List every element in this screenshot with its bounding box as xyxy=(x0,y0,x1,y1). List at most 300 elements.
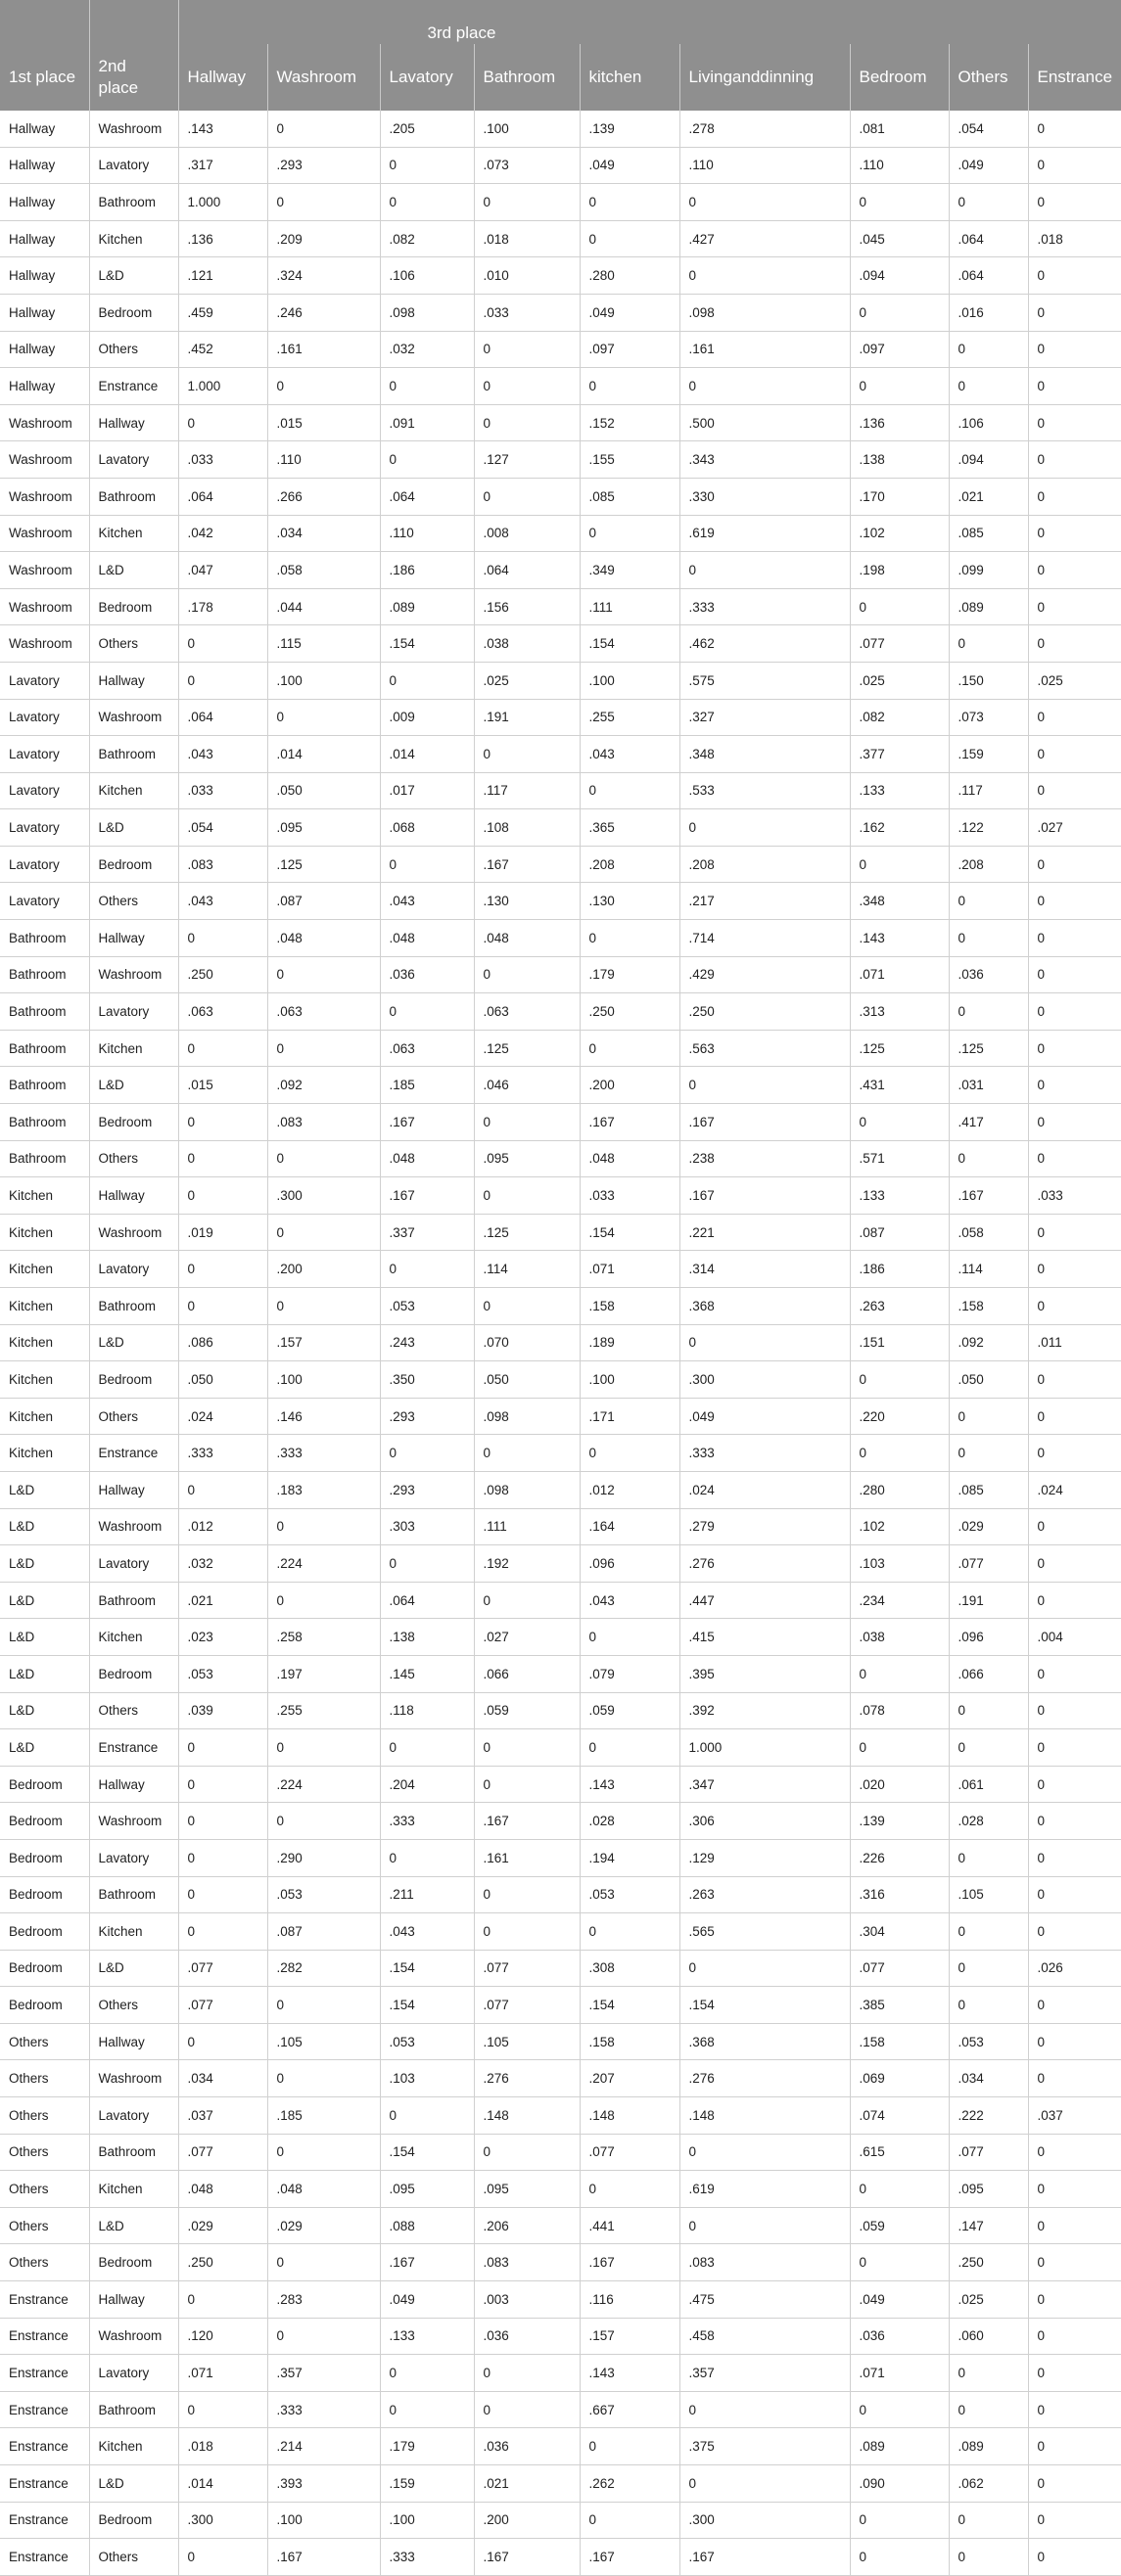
probability-cell: 0 xyxy=(679,2207,850,2244)
probability-cell: 0 xyxy=(1028,1398,1121,1435)
probability-cell: 0 xyxy=(380,1435,474,1472)
table-row xyxy=(0,184,1121,221)
probability-cell: .130 xyxy=(580,883,679,920)
probability-cell: .058 xyxy=(949,1214,1028,1251)
probability-cell: 0 xyxy=(580,1030,679,1067)
probability-cell: .452 xyxy=(178,331,267,368)
second-place-cell: Hallway xyxy=(89,662,178,699)
probability-cell: .053 xyxy=(380,1288,474,1325)
table-row xyxy=(0,257,1121,295)
col-header: Bedroom xyxy=(850,44,949,112)
probability-cell: .053 xyxy=(580,1876,679,1913)
probability-cell: .500 xyxy=(679,404,850,441)
probability-cell: .077 xyxy=(178,1950,267,1987)
probability-cell: 0 xyxy=(850,1104,949,1141)
first-place-cell: Others xyxy=(0,2207,89,2244)
probability-cell: 0 xyxy=(1028,1140,1121,1177)
probability-cell: .034 xyxy=(178,2060,267,2097)
probability-cell: .049 xyxy=(580,294,679,331)
probability-cell: 0 xyxy=(380,2355,474,2392)
probability-cell: .250 xyxy=(949,2244,1028,2281)
probability-cell: 0 xyxy=(474,1435,580,1472)
probability-cell: .217 xyxy=(679,883,850,920)
probability-cell: .293 xyxy=(267,147,380,184)
probability-cell: .110 xyxy=(267,441,380,479)
second-place-cell: Others xyxy=(89,1140,178,1177)
probability-cell: 0 xyxy=(679,552,850,589)
probability-cell: .209 xyxy=(267,220,380,257)
probability-cell: 0 xyxy=(1028,1692,1121,1729)
probability-cell: .077 xyxy=(580,2134,679,2171)
probability-cell: 0 xyxy=(178,2281,267,2319)
probability-cell: .317 xyxy=(178,147,267,184)
probability-cell: .347 xyxy=(679,1766,850,1803)
probability-cell: .086 xyxy=(178,1324,267,1361)
table-row xyxy=(0,1803,1121,1840)
probability-cell: 0 xyxy=(580,2428,679,2465)
second-place-cell: Lavatory xyxy=(89,993,178,1031)
probability-cell: 0 xyxy=(850,2502,949,2539)
probability-cell: 0 xyxy=(1028,1288,1121,1325)
second-place-cell: Bedroom xyxy=(89,588,178,625)
probability-cell: .034 xyxy=(949,2060,1028,2097)
probability-cell: .083 xyxy=(679,2244,850,2281)
probability-cell: .156 xyxy=(474,588,580,625)
probability-cell: .429 xyxy=(679,956,850,993)
probability-cell: 0 xyxy=(380,441,474,479)
probability-cell: 0 xyxy=(679,1067,850,1104)
second-place-cell: Bathroom xyxy=(89,736,178,773)
probability-cell: 0 xyxy=(178,1803,267,1840)
probability-cell: .333 xyxy=(679,588,850,625)
probability-cell: .167 xyxy=(580,1104,679,1141)
table-row xyxy=(0,1214,1121,1251)
second-place-cell: Bedroom xyxy=(89,294,178,331)
probability-cell: .447 xyxy=(679,1582,850,1619)
probability-cell: .133 xyxy=(380,2318,474,2355)
probability-cell: 0 xyxy=(1028,2428,1121,2465)
probability-cell: .106 xyxy=(949,404,1028,441)
second-place-cell: Washroom xyxy=(89,699,178,736)
probability-cell: 0 xyxy=(1028,331,1121,368)
probability-cell: .048 xyxy=(580,1140,679,1177)
second-place-cell: Kitchen xyxy=(89,772,178,809)
probability-cell: .033 xyxy=(178,441,267,479)
probability-cell: .048 xyxy=(178,2171,267,2208)
second-place-cell: Washroom xyxy=(89,2318,178,2355)
table-row xyxy=(0,1398,1121,1435)
probability-cell: 0 xyxy=(580,2171,679,2208)
probability-cell: .330 xyxy=(679,478,850,515)
table-row xyxy=(0,1251,1121,1288)
probability-cell: .155 xyxy=(580,441,679,479)
probability-cell: .357 xyxy=(267,2355,380,2392)
probability-cell: .148 xyxy=(580,2097,679,2135)
probability-cell: .103 xyxy=(380,2060,474,2097)
first-place-cell: Bedroom xyxy=(0,1987,89,2024)
probability-cell: .179 xyxy=(580,956,679,993)
first-place-cell: Others xyxy=(0,2244,89,2281)
table-row xyxy=(0,1950,1121,1987)
probability-cell: .098 xyxy=(679,294,850,331)
probability-cell: .143 xyxy=(580,2355,679,2392)
probability-cell: .136 xyxy=(850,404,949,441)
probability-cell: 0 xyxy=(1028,1987,1121,2024)
probability-cell: 0 xyxy=(850,2539,949,2576)
probability-cell: 0 xyxy=(1028,1030,1121,1067)
second-place-cell: Others xyxy=(89,1987,178,2024)
probability-cell: .020 xyxy=(850,1766,949,1803)
probability-cell: .167 xyxy=(267,2539,380,2576)
probability-cell: .571 xyxy=(850,1140,949,1177)
probability-cell: .117 xyxy=(949,772,1028,809)
probability-cell: 0 xyxy=(1028,2244,1121,2281)
second-place-cell: Bathroom xyxy=(89,1288,178,1325)
probability-cell: 0 xyxy=(949,331,1028,368)
probability-cell: .226 xyxy=(850,1839,949,1876)
header-spacer xyxy=(89,0,178,44)
probability-cell: 0 xyxy=(580,220,679,257)
first-place-cell: Bathroom xyxy=(0,1140,89,1177)
table-row xyxy=(0,1839,1121,1876)
second-place-cell: Bathroom xyxy=(89,1582,178,1619)
probability-cell: .105 xyxy=(474,2023,580,2060)
probability-cell: .150 xyxy=(949,662,1028,699)
probability-cell: 1.000 xyxy=(679,1729,850,1767)
probability-cell: .148 xyxy=(474,2097,580,2135)
probability-cell: .053 xyxy=(178,1655,267,1692)
probability-cell: .039 xyxy=(178,1692,267,1729)
probability-cell: .167 xyxy=(580,2539,679,2576)
first-place-cell: Hallway xyxy=(0,294,89,331)
probability-cell: 0 xyxy=(474,368,580,405)
probability-cell: .327 xyxy=(679,699,850,736)
probability-cell: 0 xyxy=(1028,1435,1121,1472)
probability-cell: 0 xyxy=(949,1839,1028,1876)
first-place-cell: Lavatory xyxy=(0,809,89,847)
probability-cell: .194 xyxy=(580,1839,679,1876)
probability-cell: .011 xyxy=(1028,1324,1121,1361)
probability-cell: .178 xyxy=(178,588,267,625)
probability-cell: .314 xyxy=(679,1251,850,1288)
probability-cell: .276 xyxy=(679,1545,850,1583)
probability-cell: .081 xyxy=(850,111,949,147)
probability-cell: .064 xyxy=(178,699,267,736)
probability-cell: .159 xyxy=(949,736,1028,773)
probability-cell: .089 xyxy=(949,588,1028,625)
probability-cell: .016 xyxy=(949,294,1028,331)
probability-cell: .023 xyxy=(178,1619,267,1656)
table-row xyxy=(0,2465,1121,2503)
probability-cell: 0 xyxy=(380,1545,474,1583)
probability-cell: .214 xyxy=(267,2428,380,2465)
probability-cell: .565 xyxy=(679,1913,850,1951)
probability-cell: .033 xyxy=(474,294,580,331)
probability-cell: 0 xyxy=(949,1398,1028,1435)
probability-cell: 0 xyxy=(1028,1766,1121,1803)
table-row xyxy=(0,1987,1121,2024)
probability-cell: .082 xyxy=(850,699,949,736)
probability-cell: 1.000 xyxy=(178,184,267,221)
probability-cell: .130 xyxy=(474,883,580,920)
probability-cell: 0 xyxy=(1028,2465,1121,2503)
probability-cell: .095 xyxy=(267,809,380,847)
probability-cell: .070 xyxy=(474,1324,580,1361)
probability-cell: 0 xyxy=(850,846,949,883)
table-row xyxy=(0,1692,1121,1729)
probability-cell: .186 xyxy=(380,552,474,589)
probability-cell: .087 xyxy=(267,883,380,920)
probability-cell: .033 xyxy=(1028,1177,1121,1215)
table-row xyxy=(0,846,1121,883)
probability-cell: 0 xyxy=(474,1288,580,1325)
probability-cell: 0 xyxy=(178,920,267,957)
probability-cell: .282 xyxy=(267,1950,380,1987)
table-row xyxy=(0,662,1121,699)
probability-cell: 0 xyxy=(474,2134,580,2171)
probability-cell: 0 xyxy=(949,2355,1028,2392)
probability-cell: .377 xyxy=(850,736,949,773)
probability-cell: 0 xyxy=(1028,1545,1121,1583)
first-place-cell: L&D xyxy=(0,1729,89,1767)
probability-cell: .071 xyxy=(580,1251,679,1288)
second-place-cell: Bathroom xyxy=(89,184,178,221)
probability-cell: 0 xyxy=(178,1729,267,1767)
first-place-cell: Kitchen xyxy=(0,1361,89,1399)
probability-cell: 0 xyxy=(850,184,949,221)
probability-cell: .127 xyxy=(474,441,580,479)
second-place-cell: L&D xyxy=(89,552,178,589)
first-place-cell: Lavatory xyxy=(0,846,89,883)
probability-cell: 0 xyxy=(380,184,474,221)
probability-cell: .221 xyxy=(679,1214,850,1251)
probability-cell: .068 xyxy=(380,809,474,847)
probability-cell: .029 xyxy=(949,1508,1028,1545)
probability-cell: .167 xyxy=(380,2244,474,2281)
probability-cell: .167 xyxy=(380,1177,474,1215)
probability-cell: .048 xyxy=(380,920,474,957)
probability-cell: 0 xyxy=(1028,2207,1121,2244)
probability-cell: 0 xyxy=(474,478,580,515)
probability-cell: .014 xyxy=(267,736,380,773)
probability-cell: 0 xyxy=(949,1987,1028,2024)
probability-cell: .049 xyxy=(580,147,679,184)
probability-cell: 0 xyxy=(850,1361,949,1399)
first-place-cell: Kitchen xyxy=(0,1398,89,1435)
table-row xyxy=(0,2318,1121,2355)
probability-cell: .100 xyxy=(474,111,580,147)
probability-cell: .157 xyxy=(267,1324,380,1361)
probability-cell: .250 xyxy=(178,956,267,993)
probability-cell: .152 xyxy=(580,404,679,441)
probability-cell: .417 xyxy=(949,1104,1028,1141)
probability-cell: .192 xyxy=(474,1545,580,1583)
table-row xyxy=(0,1471,1121,1508)
probability-cell: .139 xyxy=(580,111,679,147)
probability-cell: .049 xyxy=(679,1398,850,1435)
probability-cell: 0 xyxy=(949,920,1028,957)
second-place-cell: Kitchen xyxy=(89,1030,178,1067)
probability-cell: 0 xyxy=(850,2244,949,2281)
second-place-cell: Lavatory xyxy=(89,2355,178,2392)
probability-cell: .157 xyxy=(580,2318,679,2355)
probability-cell: .110 xyxy=(380,515,474,552)
probability-cell: .293 xyxy=(380,1471,474,1508)
probability-cell: .348 xyxy=(679,736,850,773)
probability-cell: .053 xyxy=(267,1876,380,1913)
table-row xyxy=(0,1140,1121,1177)
second-place-header: 2nd place xyxy=(89,44,178,112)
probability-cell: 0 xyxy=(267,956,380,993)
probability-cell: 0 xyxy=(1028,772,1121,809)
probability-cell: .333 xyxy=(380,2539,474,2576)
probability-cell: .079 xyxy=(580,1655,679,1692)
probability-cell: .167 xyxy=(679,1177,850,1215)
probability-cell: .060 xyxy=(949,2318,1028,2355)
probability-cell: 0 xyxy=(1028,1582,1121,1619)
probability-cell: .043 xyxy=(380,883,474,920)
table-row xyxy=(0,368,1121,405)
table-row xyxy=(0,588,1121,625)
table-row xyxy=(0,2097,1121,2135)
probability-cell: 0 xyxy=(1028,257,1121,295)
probability-cell: .308 xyxy=(580,1950,679,1987)
first-place-cell: Kitchen xyxy=(0,1251,89,1288)
probability-cell: .085 xyxy=(949,515,1028,552)
probability-cell: .077 xyxy=(850,625,949,663)
probability-cell: .280 xyxy=(850,1471,949,1508)
probability-cell: .238 xyxy=(679,1140,850,1177)
table-row xyxy=(0,1177,1121,1215)
probability-cell: 0 xyxy=(850,294,949,331)
probability-cell: .061 xyxy=(949,1766,1028,1803)
table-row xyxy=(0,2391,1121,2428)
probability-cell: 0 xyxy=(949,2539,1028,2576)
first-place-cell: Enstrance xyxy=(0,2355,89,2392)
table-row xyxy=(0,2428,1121,2465)
first-place-cell: L&D xyxy=(0,1619,89,1656)
probability-cell: .208 xyxy=(949,846,1028,883)
probability-cell: .048 xyxy=(380,1140,474,1177)
probability-cell: .064 xyxy=(474,552,580,589)
probability-cell: 0 xyxy=(949,368,1028,405)
probability-cell: .368 xyxy=(679,2023,850,2060)
probability-cell: .014 xyxy=(380,736,474,773)
probability-cell: .262 xyxy=(580,2465,679,2503)
probability-cell: .043 xyxy=(380,1913,474,1951)
probability-cell: 0 xyxy=(1028,2171,1121,2208)
probability-cell: 0 xyxy=(1028,993,1121,1031)
probability-cell: 0 xyxy=(267,2060,380,2097)
probability-cell: .098 xyxy=(474,1398,580,1435)
table-row xyxy=(0,809,1121,847)
probability-cell: .222 xyxy=(949,2097,1028,2135)
probability-cell: .096 xyxy=(580,1545,679,1583)
probability-cell: .033 xyxy=(580,1177,679,1215)
probability-cell: .064 xyxy=(380,478,474,515)
probability-cell: .097 xyxy=(850,331,949,368)
second-place-cell: Enstrance xyxy=(89,1729,178,1767)
probability-cell: .220 xyxy=(850,1398,949,1435)
probability-cell: .615 xyxy=(850,2134,949,2171)
probability-cell: 0 xyxy=(1028,1803,1121,1840)
probability-cell: .164 xyxy=(580,1508,679,1545)
probability-cell: .186 xyxy=(850,1251,949,1288)
probability-cell: .575 xyxy=(679,662,850,699)
probability-cell: 0 xyxy=(949,1435,1028,1472)
probability-cell: .145 xyxy=(380,1655,474,1692)
table-row xyxy=(0,111,1121,147)
first-place-cell: Bathroom xyxy=(0,1030,89,1067)
probability-cell: .154 xyxy=(580,1987,679,2024)
probability-cell: .619 xyxy=(679,515,850,552)
table-row xyxy=(0,147,1121,184)
probability-cell: 0 xyxy=(949,1729,1028,1767)
second-place-cell: Enstrance xyxy=(89,368,178,405)
probability-cell: 0 xyxy=(949,1913,1028,1951)
second-place-cell: Lavatory xyxy=(89,1545,178,1583)
probability-cell: 0 xyxy=(850,1729,949,1767)
first-place-cell: Bedroom xyxy=(0,1913,89,1951)
probability-cell: .138 xyxy=(850,441,949,479)
probability-cell: 0 xyxy=(1028,920,1121,957)
first-place-cell: Others xyxy=(0,2023,89,2060)
second-place-cell: Others xyxy=(89,1692,178,1729)
probability-cell: .014 xyxy=(178,2465,267,2503)
probability-cell: .333 xyxy=(380,1803,474,1840)
probability-cell: 0 xyxy=(380,2391,474,2428)
probability-cell: 0 xyxy=(267,1288,380,1325)
probability-cell: 0 xyxy=(580,1435,679,1472)
second-place-cell: L&D xyxy=(89,1324,178,1361)
probability-cell: .189 xyxy=(580,1324,679,1361)
probability-cell: .114 xyxy=(949,1251,1028,1288)
probability-cell: .050 xyxy=(267,772,380,809)
probability-cell: 0 xyxy=(178,1876,267,1913)
probability-cell: .089 xyxy=(850,2428,949,2465)
first-place-cell: Enstrance xyxy=(0,2465,89,2503)
probability-cell: 0 xyxy=(1028,1067,1121,1104)
probability-cell: 0 xyxy=(949,993,1028,1031)
table-row xyxy=(0,2502,1121,2539)
probability-cell: .038 xyxy=(474,625,580,663)
probability-cell: 0 xyxy=(267,1987,380,2024)
probability-cell: 0 xyxy=(1028,2355,1121,2392)
probability-cell: .024 xyxy=(1028,1471,1121,1508)
col-header: Livinganddinning xyxy=(679,44,850,112)
probability-cell: .207 xyxy=(580,2060,679,2097)
probability-cell: 0 xyxy=(474,1913,580,1951)
probability-cell: .028 xyxy=(580,1803,679,1840)
probability-cell: .085 xyxy=(580,478,679,515)
probability-cell: 0 xyxy=(178,1104,267,1141)
probability-cell: 0 xyxy=(1028,2023,1121,2060)
probability-cell: .143 xyxy=(178,111,267,147)
first-place-cell: Hallway xyxy=(0,220,89,257)
header-spacer xyxy=(0,0,89,44)
probability-cell: .073 xyxy=(474,147,580,184)
first-place-cell: Bedroom xyxy=(0,1839,89,1876)
probability-cell: .045 xyxy=(850,220,949,257)
probability-cell: .365 xyxy=(580,809,679,847)
probability-cell: .100 xyxy=(580,662,679,699)
probability-cell: .003 xyxy=(474,2281,580,2319)
probability-cell: .105 xyxy=(267,2023,380,2060)
probability-cell: .048 xyxy=(267,2171,380,2208)
probability-cell: 0 xyxy=(178,2539,267,2576)
probability-cell: .117 xyxy=(474,772,580,809)
probability-cell: .263 xyxy=(850,1288,949,1325)
